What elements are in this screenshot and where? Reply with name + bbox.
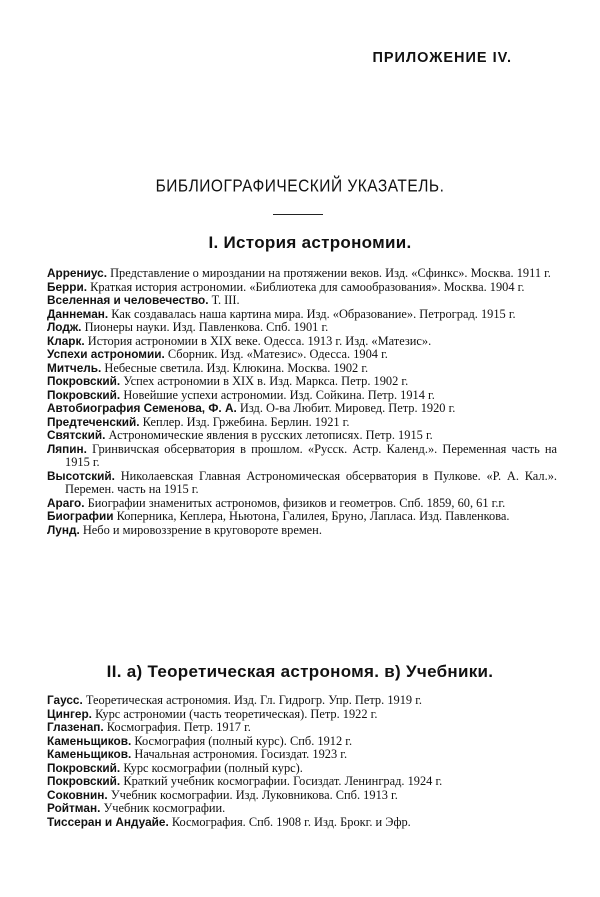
bibliography-entry — [47, 816, 557, 830]
entry-author: Глазенап. — [47, 720, 104, 734]
bibliography-entry — [47, 416, 557, 430]
section-title-history: I. История астрономии. — [208, 233, 412, 252]
bibliography-entry — [47, 497, 557, 511]
entry-author: Покровский. — [47, 387, 121, 402]
bibliography-entry — [47, 375, 557, 389]
bibliography-entry — [47, 294, 557, 308]
bibliography-entry — [47, 735, 557, 749]
bibliography-entry — [47, 429, 557, 443]
entry-text: Учебник космографии. — [103, 801, 226, 815]
entry-author: Лунд. — [47, 522, 80, 537]
bibliography-entry — [47, 308, 557, 322]
entry-text: Представление о мироздании на протяжении веков. Изд. «Сфинкс». Москва. 1911 г. — [110, 266, 551, 280]
entry-author: Вселенная и человечество. — [47, 293, 209, 307]
entry-author: Биографии — [47, 509, 114, 523]
entry-author: Покровский. — [47, 374, 121, 388]
bibliography-entry — [47, 524, 557, 538]
entry-author: Лодж. — [47, 320, 82, 334]
entry-author: Соковнин. — [47, 787, 108, 802]
entry-text: Начальная астрономия. Госиздат. 1923 г. — [134, 747, 348, 761]
entry-author: Святский. — [47, 428, 106, 442]
entry-text: Краткий учебник космографии. Госиздат. Ленинград. 1924 г. — [123, 774, 443, 788]
entry-author: Аррениус. — [47, 266, 107, 280]
bibliography-entry — [47, 694, 557, 708]
entry-text: Учебник космографии. Изд. Луковникова. Спб. 1913 г. — [110, 787, 398, 802]
entry-text: Курс космографии (полный курс). — [123, 760, 303, 775]
entry-author: Кларк. — [47, 333, 85, 348]
entry-text: Сборник. Изд. «Матезис». Одесса. 1904 г. — [167, 347, 388, 361]
entry-text: Изд. О-ва Любит. Мировед. Петр. 1920 г. — [239, 401, 456, 415]
bibliography-entry — [47, 802, 557, 816]
entry-text: Новейшие успехи астрономии. Изд. Сойкина. Петр. 1914 г. — [123, 387, 435, 402]
entry-text: Гринвичская обсерватория в прошлом. «Русск. Астр. Календ.». Переменная часть на 1915 г. — [65, 441, 557, 469]
entry-text: Астрономические явления в русских летописях. Петр. 1915 г. — [108, 428, 433, 442]
bibliography-entry — [47, 389, 557, 403]
bibliography-entry — [47, 335, 557, 349]
bibliography-entry — [47, 721, 557, 735]
bibliography-entry — [47, 402, 557, 416]
entry-author: Араго. — [47, 495, 85, 510]
bibliography-entry — [47, 748, 557, 762]
entry-author: Высотский. — [47, 468, 115, 483]
bibliography-entry — [47, 470, 557, 497]
entry-text: Николаевская Главная Астрономическая обсерватория в Пулкове. «Р. А. Кал.». Перемен. часть на 1915 г. — [65, 468, 557, 496]
bibliography-list-history — [47, 267, 557, 537]
bibliography-entry — [47, 362, 557, 376]
entry-text: Т. III. — [211, 293, 240, 307]
bibliography-entry — [47, 708, 557, 722]
entry-text: Пионеры науки. Изд. Павленкова. Спб. 1901 г. — [84, 320, 329, 334]
bibliography-entry — [47, 789, 557, 803]
entry-text: Теоретическая астрономия. Изд. Гл. Гидрогр. Упр. Петр. 1919 г. — [85, 693, 422, 707]
entry-text: Коперника, Кеплера, Ньютона, Галилея, Бруно, Лапласа. Изд. Павленкова. — [116, 509, 510, 523]
entry-text: Космография. Спб. 1908 г. Изд. Брокг. и Эфр. — [171, 814, 411, 829]
entry-author: Покровский. — [47, 774, 121, 788]
entry-author: Ляпин. — [47, 441, 87, 456]
section-title-theoretical: II. а) Теоретическая астрономя. в) Учебники. — [106, 662, 494, 681]
entry-text: Космография. Петр. 1917 г. — [106, 720, 251, 734]
entry-author: Каменьщиков. — [47, 733, 132, 748]
entry-text: Как создавалась наша картина мира. Изд. «Образование». Петроград. 1915 г. — [111, 306, 516, 321]
entry-text: Небесные светила. Изд. Клюкина. Москва. 1902 г. — [104, 360, 369, 375]
entry-author: Каменьщиков. — [47, 747, 132, 761]
bibliography-entry — [47, 762, 557, 776]
bibliography-entry — [47, 443, 557, 470]
entry-text: Курс астрономии (часть теоретическая). Петр. 1922 г. — [95, 706, 378, 721]
entry-author: Цингер. — [47, 706, 92, 721]
entry-text: Космография (полный курс). Спб. 1912 г. — [134, 733, 353, 748]
entry-text: История астрономии в XIX веке. Одесса. 1913 г. Изд. «Матезис». — [87, 333, 432, 348]
entry-text: Кеплер. Изд. Гржебина. Берлин. 1921 г. — [142, 414, 350, 429]
entry-author: Даннеман. — [47, 306, 109, 321]
entry-author: Предтеченский. — [47, 414, 140, 429]
entry-author: Успехи астрономии. — [47, 347, 165, 361]
bibliography-entry — [47, 348, 557, 362]
appendix-label: ПРИЛОЖЕНИЕ IV. — [372, 50, 512, 66]
bibliography-list-theoretical — [47, 694, 557, 829]
entry-author: Автобиография Семенова, Ф. А. — [47, 401, 237, 415]
entry-author: Ройтман. — [47, 801, 101, 815]
page-title: БИБЛИОГРАФИЧЕСКИЙ УКАЗАТЕЛЬ. — [155, 176, 445, 196]
bibliography-entry — [47, 281, 557, 295]
bibliography-entry — [47, 775, 557, 789]
entry-author: Гаусс. — [47, 693, 83, 707]
bibliography-entry — [47, 510, 557, 524]
entry-author: Покровский. — [47, 760, 121, 775]
entry-text: Небо и мировоззрение в круговороте времен. — [82, 522, 322, 537]
bibliography-entry — [47, 267, 557, 281]
entry-author: Берри. — [47, 279, 87, 294]
entry-author: Тиссеран и Андуайе. — [47, 814, 169, 829]
title-divider — [273, 214, 323, 215]
entry-text: Биографии знаменитых астрономов, физиков и геометров. Спб. 1859, 60, 61 г.г. — [87, 495, 506, 510]
entry-author: Митчель. — [47, 360, 102, 375]
bibliography-entry — [47, 321, 557, 335]
entry-text: Краткая история астрономии. «Библиотека для самообразования». Москва. 1904 г. — [90, 279, 525, 294]
entry-text: Успех астрономии в XIX в. Изд. Маркса. Петр. 1902 г. — [123, 374, 409, 388]
